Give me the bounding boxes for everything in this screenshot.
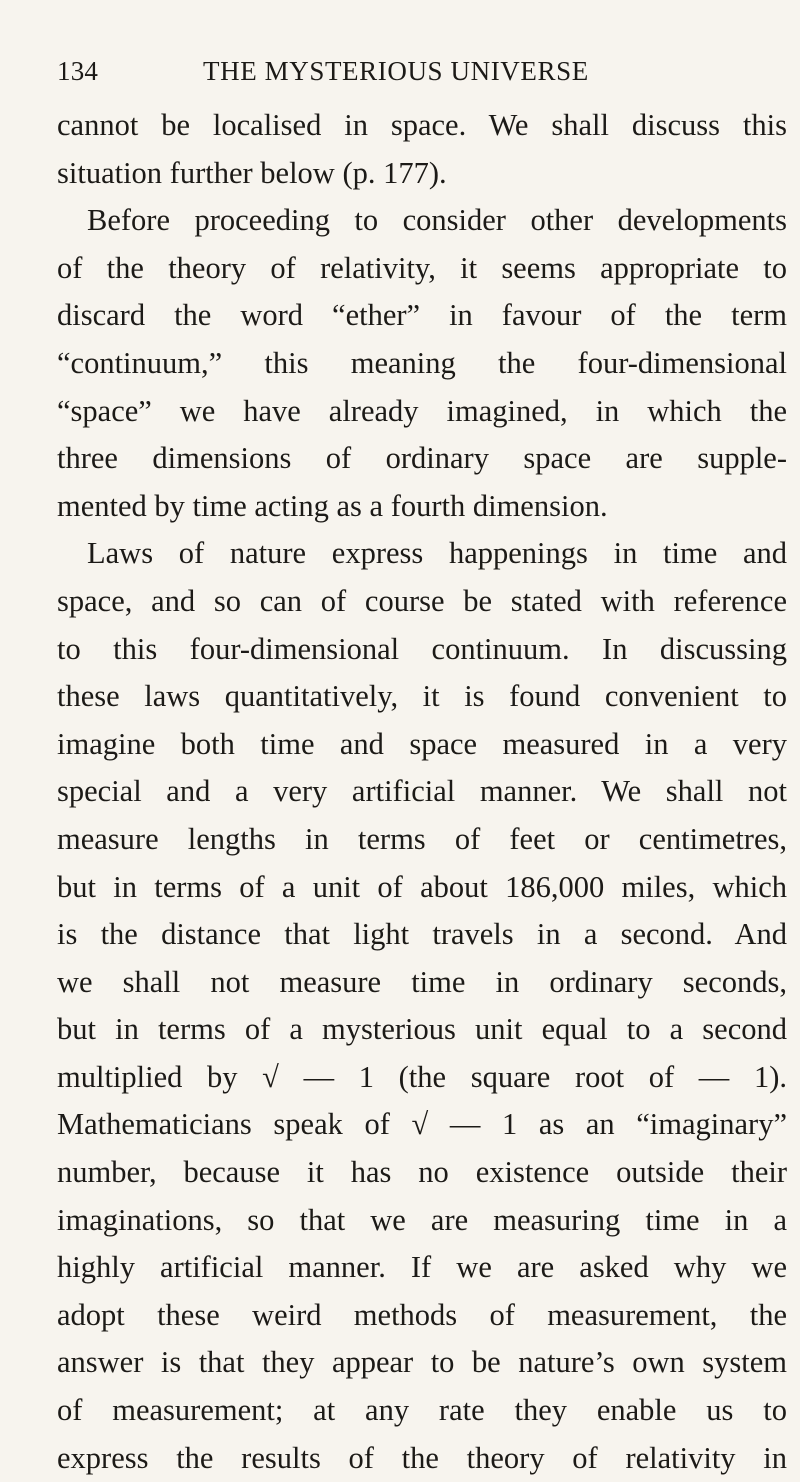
running-header [57,56,780,96]
text-line: number, because it has no existence outside their [57,1155,787,1190]
text-line: Mathematicians speak of √ — 1 as an “imaginary” [57,1107,787,1142]
text-line: special and a very artificial manner. We shall not [57,774,787,809]
text-line: “space” we have already imagined, in which the [57,393,787,428]
text-line: Before proceeding to consider other developments [87,203,787,238]
text-line: highly artificial manner. If we are asked why we [57,1250,787,1285]
text-line: situation further below (p. 177). [57,155,447,190]
text-line: imagine both time and space measured in a very [57,726,787,761]
text-line: we shall not measure time in ordinary seconds, [57,964,787,999]
text-line: three dimensions of ordinary space are supple- [57,441,787,476]
text-line: mented by time acting as a fourth dimension. [57,488,608,523]
text-line: these laws quantitatively, it is found convenient to [57,679,787,714]
text-line: but in terms of a mysterious unit equal to a second [57,1012,787,1047]
text-line: measure lengths in terms of feet or centimetres, [57,821,787,856]
text-line: “continuum,” this meaning the four-dimensional [57,345,787,380]
body-text [57,102,787,1482]
text-line: discard the word “ether” in favour of the term [57,298,787,333]
text-line: is the distance that light travels in a second. And [57,917,787,952]
running-title: THE MYSTERIOUS UNIVERSE [203,56,589,86]
text-line: cannot be localised in space. We shall discuss this [57,108,787,142]
text-line: to this four-dimensional continuum. In discussing [57,631,787,666]
text-line: Laws of nature express happenings in time and [87,536,787,571]
text-line: answer is that they appear to be nature’s own system [57,1345,787,1380]
text-line: space, and so can of course be stated with reference [57,583,787,618]
page-number: 134 [57,56,99,86]
text-line: imaginations, so that we are measuring time in a [57,1202,787,1237]
text-line: adopt these weird methods of measurement, the [57,1297,787,1332]
text-line: but in terms of a unit of about 186,000 miles, which [57,869,787,904]
text-line: multiplied by √ — 1 (the square root of — 1). [57,1059,787,1094]
text-line: express the results of the theory of relativity in [57,1440,787,1475]
text-line: of measurement; at any rate they enable us to [57,1393,787,1428]
text-line: of the theory of relativity, it seems appropriate to [57,250,787,285]
